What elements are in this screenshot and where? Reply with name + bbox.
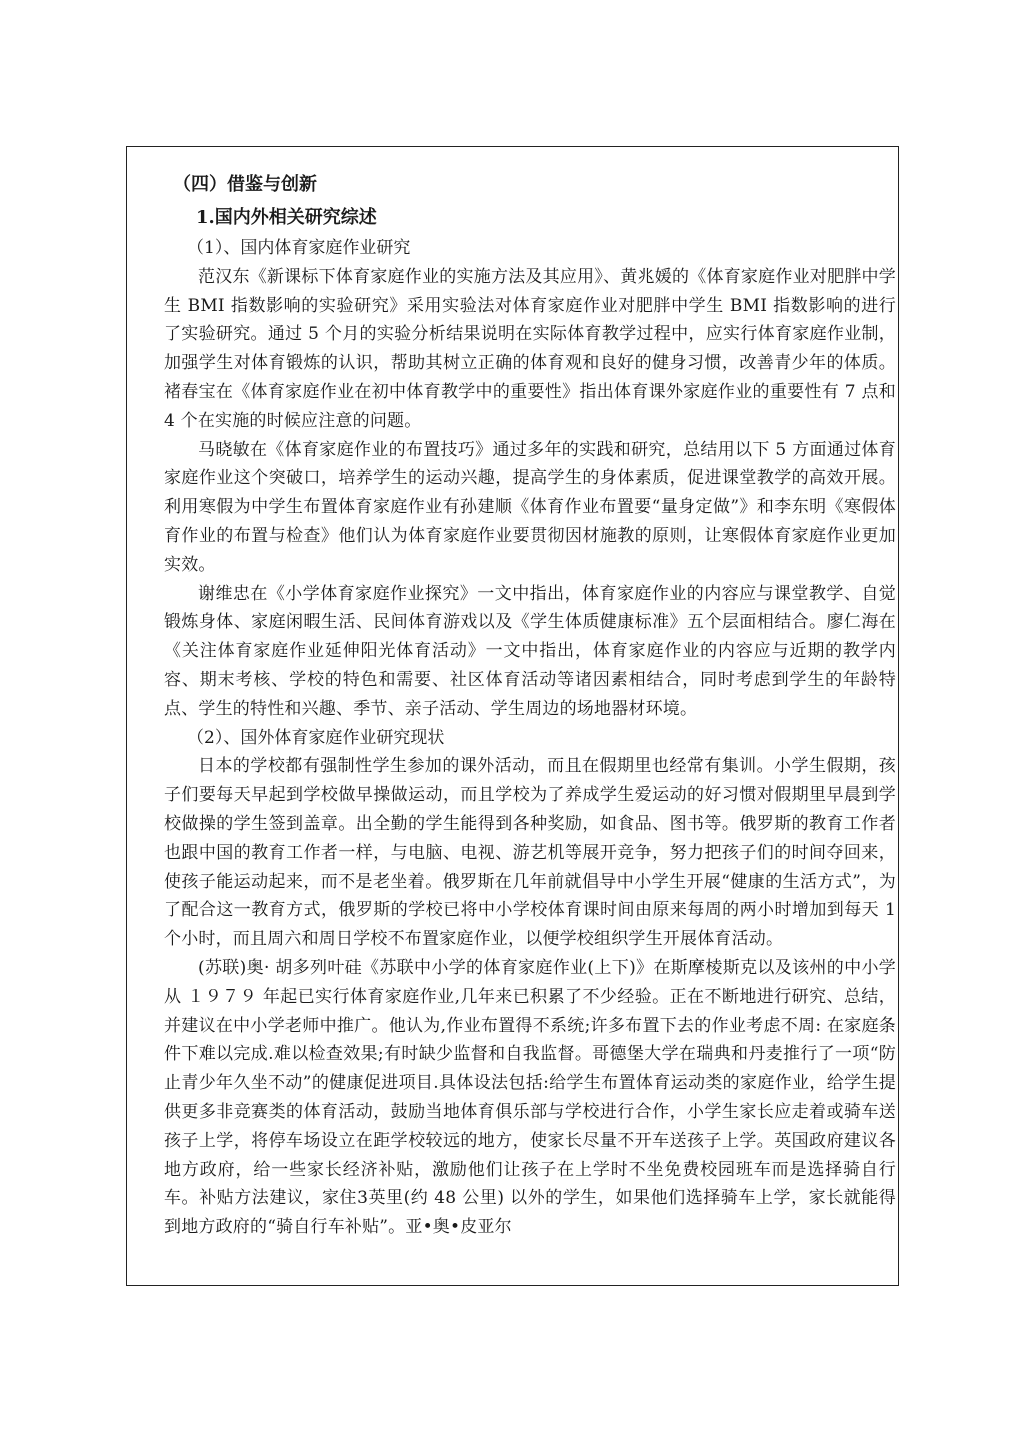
section-title: （四）借鉴与创新 — [173, 174, 317, 195]
foreign-heading: （2）、国外体育家庭作业研究现状 — [187, 727, 445, 748]
subsection-title: 1.国内外相关研究综述 — [196, 207, 377, 228]
domestic-heading: （1）、国内体育家庭作业研究 — [187, 238, 411, 258]
paragraph: 马晓敏在《体育家庭作业的布置技巧》通过多年的实践和研究，总结用以下 5 方面通过体育家庭作业这个突破口，培养学生的运动兴趣，提高学生的身体素质，促进课堂教学的高效开展。利用寒假为中学生布置体育家庭作业有孙建顺《体育作业布置要“量身定做”》和李东明《寒假体育作业的布置与检查》他们认为体育家庭作业要贯彻因材施教的原则，让寒假体育家庭作业更加实效。 — [164, 439, 896, 575]
paragraph: (苏联)奥· 胡多列叶硅《苏联中小学的体育家庭作业(上下)》在斯摩棱斯克以及该州的中小学从 １９７９ 年起已实行体育家庭作业,几年来已积累了不少经验。正在不断地进行研究、总结，并建议在中小学老师中推广。他认为,作业布置得不系统;许多布置下去的作业考虑不周: 在家庭条件下难以完成.难以检查效果;有时缺少监督和自我监督。哥德堡大学在瑞典和丹麦推行了一项“防止青少年久坐不动”的健康促进项目.具体设法包括:给学生布置体育运动类的家庭作业，给学生提供更多非竞赛类的体育活动，鼓励当地体育俱乐部与学校进行合作，小学生家长应走着或骑车送孩子上学，将停车场设立在距学校较远的地方，使家长尽量不开车送孩子上学。英国政府建议各地方政府，给一些家长经济补贴，激励他们让孩子在上学时不坐免费校园班车而是选择骑自行车。补贴方法建议，家住3英里(约 48 公里) 以外的学生，如果他们选择骑车上学，家长就能得到地方政府的“骑自行车补贴”。亚•奥•皮亚尔 — [164, 957, 896, 1238]
paragraph: 谢维忠在《小学体育家庭作业探究》一文中指出，体育家庭作业的内容应与课堂教学、自觉锻炼身体、家庭闲暇生活、民间体育游戏以及《学生体质健康标准》五个层面相结合。廖仁海在《关注体育家庭作业延伸阳光体育活动》一文中指出，体育家庭作业的内容应与近期的教学内容、期末考核、学校的特色和需要、社区体育活动等诸因素相结合，同时考虑到学生的年龄特点、学生的特性和兴趣、季节、亲子活动、学生周边的场地器材环境。 — [164, 583, 896, 719]
paragraph: 范汉东《新课标下体育家庭作业的实施方法及其应用》、黄兆媛的《体育家庭作业对肥胖中学生 BMI 指数影响的实验研究》采用实验法对体育家庭作业对肥胖中学生 BMI 指数影响的进行了实验研究。通过 5 个月的实验分析结果说明在实际体育教学过程中，应实行体育家庭作业制，加强学生对体育锻炼的认识，帮助其树立正确的体育观和良好的健身习惯，改善青少年的体质。褚春宝在《体育家庭作业在初中体育教学中的重要性》指出体育课外家庭作业的重要性有 7 点和 4 个在实施的时候应注意的问题。 — [164, 266, 896, 431]
paragraph: 日本的学校都有强制性学生参加的课外活动，而且在假期里也经常有集训。小学生假期，孩子们要每天早起到学校做早操做运动，而且学校为了养成学生爱运动的好习惯对假期里早晨到学校做操的学生签到盖章。出全勤的学生能得到各种奖励，如食品、图书等。俄罗斯的教育工作者也跟中国的教育工作者一样，与电脑、电视、游艺机等展开竞争，努力把孩子们的时间夺回来，使孩子能运动起来，而不是老坐着。俄罗斯在几年前就倡导中小学生开展“健康的生活方式”，为了配合这一教育方式，俄罗斯的学校已将中小学校体育课时间由原来每周的两小时增加到每天 1 个小时，而且周六和周日学校不布置家庭作业，以便学校组织学生开展体育活动。 — [164, 756, 896, 950]
document-body — [164, 168, 896, 1242]
